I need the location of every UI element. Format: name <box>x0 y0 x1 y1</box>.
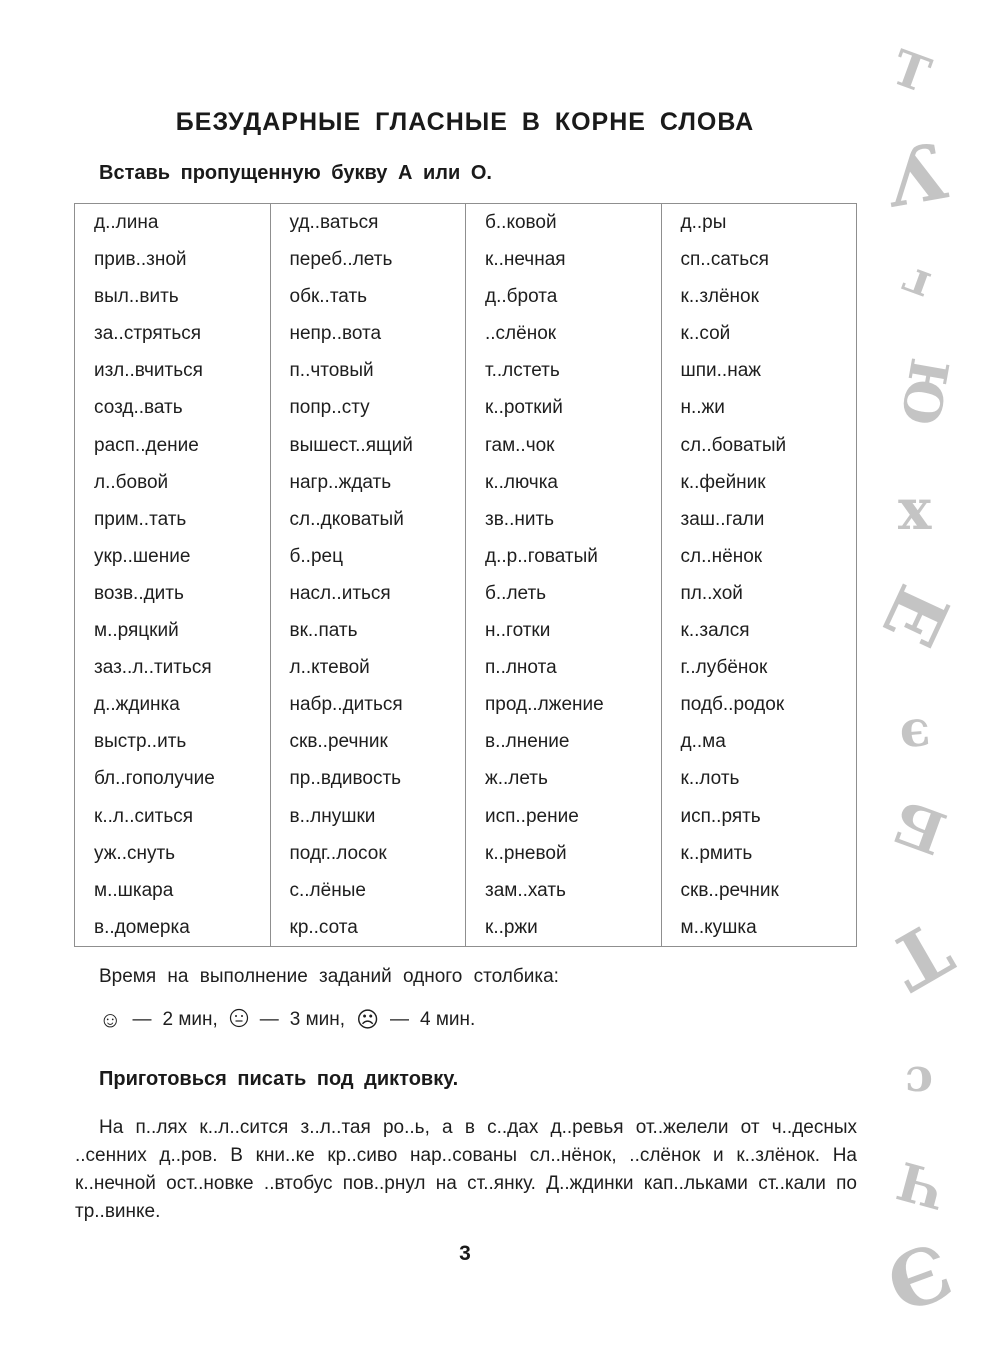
word-item: зв..нить <box>485 508 555 530</box>
dash: — <box>390 1009 409 1030</box>
word-column-1 <box>75 204 271 947</box>
word-item: за..стряться <box>94 323 202 345</box>
word-item: б..рец <box>289 545 343 567</box>
word-item: к..рневой <box>485 842 567 864</box>
word-item: м..кушка <box>680 916 757 938</box>
word-item: с..лёные <box>289 879 366 901</box>
dictation-paragraph: На п..лях к..л..сится з..л..тая ро..ь, а в с..дах д..ревья от..желели от ч..десных ..сенних д..ров. В кни..ке кр..сиво нар..сованы сл..нёнок, ..слёнок и к..злёнок. На к..нечной ост..новке ..втобус пов..рнул на ст..янку. Д..ждинки кап..льками ст..кали по тр..винке. <box>75 1117 857 1222</box>
dictation-title: Приготовься писать под диктовку. <box>99 1068 459 1090</box>
word-item: к..рмить <box>680 842 753 864</box>
word-item: д..ждинка <box>94 694 180 716</box>
decorative-letter-icon: Ю <box>888 353 960 431</box>
word-item: к..лючка <box>485 471 558 493</box>
decorative-letter-icon: Е <box>865 573 967 660</box>
word-item: к..фейник <box>680 471 766 493</box>
word-item: к..злёнок <box>680 286 759 308</box>
word-item: м..ряцкий <box>94 620 179 642</box>
time-legend <box>99 1008 486 1032</box>
word-item: изл..вчиться <box>94 360 203 382</box>
decorative-letter-icon: с <box>905 1056 934 1110</box>
word-item: сл..боватый <box>680 434 787 456</box>
word-item: к..ржи <box>485 916 538 938</box>
dash: — <box>259 1009 279 1030</box>
word-item: вышест..ящий <box>289 434 413 456</box>
decorative-letter-icon: э <box>897 706 934 769</box>
word-item: в..домерка <box>94 916 190 938</box>
word-item: уж..снуть <box>94 842 176 864</box>
word-item: попр..сту <box>289 397 370 419</box>
smiley-sad-icon: ☹ <box>356 1007 379 1032</box>
word-item: сл..дковатый <box>289 508 404 530</box>
word-item: прим..тать <box>94 508 187 530</box>
word-item: зам..хать <box>485 879 566 901</box>
word-item: сл..нёнок <box>680 545 763 567</box>
word-item: б..леть <box>485 582 547 604</box>
word-item: н..готки <box>485 620 551 642</box>
word-item: п..лнота <box>485 657 557 679</box>
decorative-letter-icon: Т <box>884 39 938 105</box>
decorative-letter-icon: У <box>877 124 955 223</box>
word-item: ..слёнок <box>485 323 557 345</box>
word-item: д..р..говатый <box>485 545 598 567</box>
word-column-4 <box>661 204 857 947</box>
time-value: 2 мин, <box>162 1009 218 1030</box>
word-item: м..шкара <box>94 879 174 901</box>
word-item: пр..вдивость <box>289 768 402 790</box>
word-item: подб..родок <box>680 694 785 716</box>
smiley-neutral-icon <box>229 1008 249 1032</box>
word-item: к..сой <box>680 323 731 345</box>
decorative-letter-icon: Э <box>874 1224 963 1329</box>
word-column-3 <box>466 204 662 947</box>
page-number: 3 <box>459 1242 471 1265</box>
word-item: в..лнение <box>485 731 570 753</box>
word-item: д..ры <box>680 212 727 233</box>
decorative-letter-icon: х <box>898 477 932 543</box>
word-item: исп..рение <box>485 805 579 827</box>
word-item: подг..лосок <box>289 842 387 864</box>
word-item: к..роткий <box>485 397 563 419</box>
word-item: расп..дение <box>94 434 199 456</box>
word-item: т..лстеть <box>485 360 560 382</box>
word-item: д..лина <box>94 212 159 233</box>
word-item: обк..тать <box>289 286 368 308</box>
word-item: пл..хой <box>680 582 743 604</box>
word-item: уд..ваться <box>289 212 379 233</box>
exercise-instruction: Вставь пропущенную букву А или О. <box>99 162 492 184</box>
word-item: сп..саться <box>680 249 769 271</box>
word-item: к..нечная <box>485 249 566 271</box>
word-item: к..л..ситься <box>94 805 194 827</box>
word-item: заз..л..титься <box>94 657 212 679</box>
word-item: прод..лжение <box>485 694 604 716</box>
word-item: бл..гополучие <box>94 768 215 790</box>
word-item: кр..сота <box>289 916 358 938</box>
time-value: 3 мин, <box>289 1009 346 1030</box>
word-item: г..лубёнок <box>680 657 768 679</box>
word-item: скв..речник <box>680 879 779 901</box>
word-item: насл..иться <box>289 582 391 604</box>
decorative-letter-icon: Ч <box>890 1148 953 1221</box>
word-item: скв..речник <box>289 731 388 753</box>
word-item: вк..пать <box>289 620 358 642</box>
time-value: 4 мин. <box>420 1009 476 1030</box>
word-item: гам..чок <box>485 434 555 456</box>
time-note: Время на выполнение заданий одного столбика: <box>99 966 559 987</box>
decorative-letter-icon: Т <box>874 903 965 1007</box>
word-item: шпи..наж <box>680 360 761 382</box>
word-item: прив..зной <box>94 249 187 271</box>
decorative-letter-icon: г <box>891 254 937 316</box>
word-item: д..брота <box>485 286 558 308</box>
smiley-happy-icon: ☺ <box>99 1007 122 1032</box>
word-item: б..ковой <box>485 212 557 233</box>
word-item: непр..вота <box>289 323 382 345</box>
word-item: п..чтовый <box>289 360 374 382</box>
word-item: укр..шение <box>94 545 191 567</box>
word-item: д..ма <box>680 731 726 753</box>
word-item: переб..леть <box>289 249 393 271</box>
word-item: ж..леть <box>485 768 548 790</box>
word-item: в..лнушки <box>289 805 376 827</box>
word-item: набр..диться <box>289 694 403 716</box>
word-table <box>74 203 857 947</box>
word-item: л..ктевой <box>289 657 370 679</box>
word-item: выл..вить <box>94 286 179 308</box>
decorative-letter-icon: Б <box>884 786 955 868</box>
word-item: исп..рять <box>680 805 761 827</box>
word-item: к..зался <box>680 620 750 642</box>
word-item: возв..дить <box>94 582 184 604</box>
word-item: созд..вать <box>94 397 183 419</box>
word-item: л..бовой <box>94 471 169 493</box>
word-item: н..жи <box>680 397 725 419</box>
word-item: к..лоть <box>680 768 740 790</box>
page-title: БЕЗУДАРНЫЕ ГЛАСНЫЕ В КОРНЕ СЛОВА <box>175 108 755 136</box>
word-column-2 <box>270 204 466 947</box>
word-item: выстр..ить <box>94 731 187 753</box>
word-item: заш..гали <box>680 508 765 530</box>
dash: — <box>132 1009 152 1030</box>
word-item: нагр..ждать <box>289 471 392 493</box>
dictation-text <box>75 1114 857 1226</box>
